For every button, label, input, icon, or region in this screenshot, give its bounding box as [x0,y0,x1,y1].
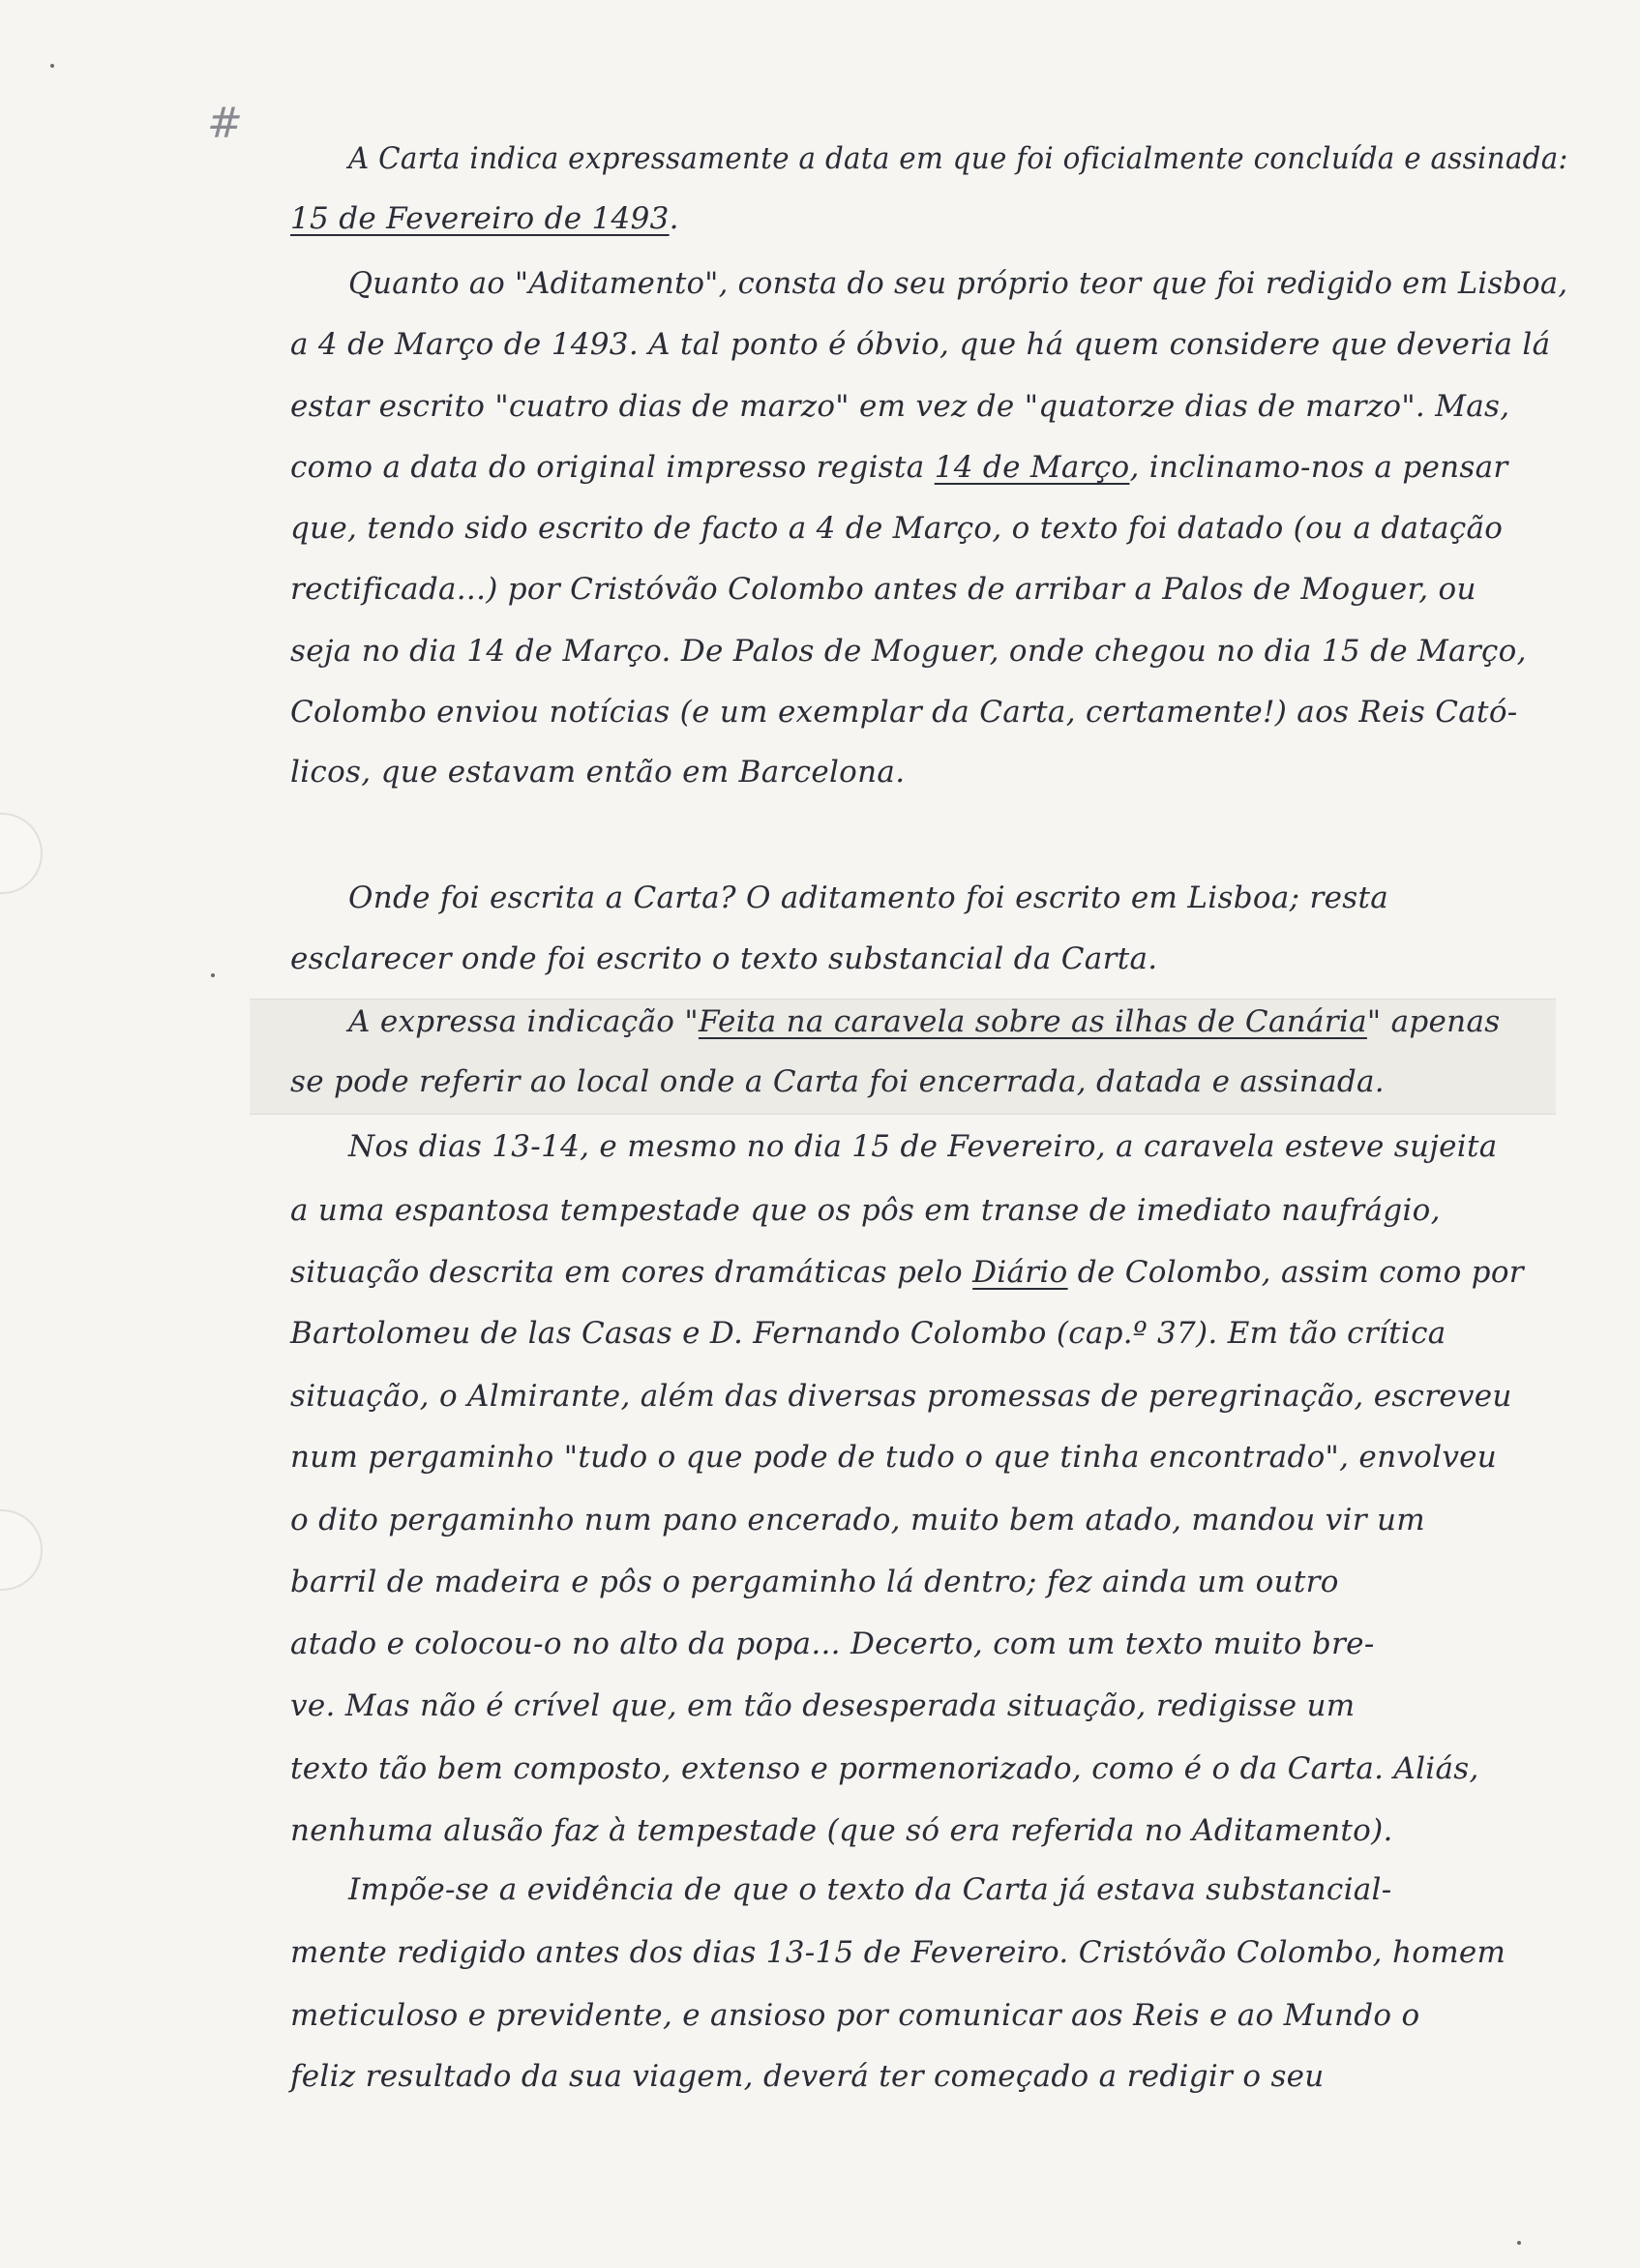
line-text-segment: o dito pergaminho num pano encerado, muito bem atado, mandou vir um [290,1503,1425,1537]
line-text-segment: situação, o Almirante, além das diversas promessas de peregrinação, escreveu [290,1379,1512,1414]
text-line [290,201,679,236]
paper-speck [211,973,215,977]
line-text-segment: atado e colocou-o no alto da popa... Decerto, com um texto muito bre- [290,1626,1375,1661]
text-line [348,141,1568,176]
text-line [290,1688,1355,1723]
text-line [290,1565,1339,1599]
text-line [290,1316,1446,1351]
line-text-segment: A expressa indicação " [348,1004,699,1039]
line-text-segment: que, tendo sido escrito de facto a 4 de Março, o texto foi datado (ou a datação [290,511,1504,546]
line-text-segment: de Colombo, assim como por [1067,1255,1524,1290]
text-line [290,511,1503,546]
punch-hole-mark [0,1509,43,1591]
line-text-segment: barril de madeira e pôs o pergaminho lá dentro; fez ainda um outro [290,1565,1339,1599]
underlined-phrase: Feita na caravela sobre as ilhas de Canária [698,1004,1367,1039]
line-text-segment: meticuloso e previdente, e ansioso por comunicar aos Reis e ao Mundo o [290,1998,1420,2033]
text-line [290,327,1550,362]
underlined-phrase: 14 de Março [934,450,1130,485]
text-line [290,450,1508,485]
line-text-segment: esclarecer onde foi escrito o texto substancial da Carta. [290,941,1158,976]
line-text-segment: texto tão bem composto, extenso e pormenorizado, como é o da Carta. Aliás, [290,1751,1479,1786]
text-line [290,941,1157,976]
line-text-segment: Colombo enviou notícias (e um exemplar da Carta, certamente!) aos Reis Cató- [290,695,1518,730]
punch-hole-mark [0,813,43,894]
line-text-segment: Impõe-se a evidência de que o texto da Carta já estava substancial- [348,1872,1392,1907]
text-line [290,1813,1393,1848]
paper-speck [1517,2241,1521,2245]
line-text-segment: a uma espantosa tempestade que os pôs em transe de imediato naufrágio, [290,1193,1441,1228]
section-mark: # [207,99,243,148]
line-text-segment: , inclinamo-nos a pensar [1129,450,1508,485]
text-line [290,389,1509,424]
text-line [290,1440,1497,1475]
text-line [348,1872,1392,1907]
line-text-segment: se pode referir ao local onde a Carta foi encerrada, datada e assinada. [290,1064,1385,1099]
text-line [290,1379,1512,1414]
text-line [290,1998,1419,2033]
text-line [348,266,1567,301]
line-text-segment: A Carta indica expressamente a data em que foi oficialmente concluída e assinada: [348,141,1568,176]
paper-speck [50,64,54,68]
text-line [290,755,905,790]
line-text-segment: rectificada...) por Cristóvão Colombo antes de arribar a Palos de Moguer, ou [290,572,1476,607]
text-line [290,1064,1385,1099]
line-text-segment: Nos dias 13-14, e mesmo no dia 15 de Fevereiro, a caravela esteve sujeita [348,1129,1498,1164]
line-text-segment: ve. Mas não é crível que, em tão desesperada situação, redigisse um [290,1688,1356,1723]
text-line [290,1626,1375,1661]
line-text-segment: a 4 de Março de 1493. A tal ponto é óbvio, que há quem considere que deveria lá [290,327,1551,362]
line-text-segment: seja no dia 14 de Março. De Palos de Moguer, onde chegou no dia 15 de Março, [290,634,1527,669]
text-line [290,1935,1506,1970]
line-text-segment: licos, que estavam então em Barcelona. [290,755,906,790]
text-line [290,1193,1441,1228]
text-line [348,880,1388,915]
text-line [290,572,1476,607]
line-text-segment: . [669,201,679,236]
text-line [290,1751,1479,1786]
line-text-segment: nenhuma alusão faz à tempestade (que só era referida no Aditamento). [290,1813,1393,1848]
line-text-segment: Bartolomeu de las Casas e D. Fernando Colombo (cap.º 37). Em tão crítica [290,1316,1446,1351]
text-line [290,2059,1325,2094]
line-text-segment: como a data do original impresso regista [290,450,935,485]
line-text-segment: Onde foi escrita a Carta? O aditamento foi escrito em Lisboa; resta [348,880,1389,915]
text-line [348,1004,1500,1039]
underlined-phrase: Diário [972,1255,1068,1290]
line-text-segment: estar escrito "cuatro dias de marzo" em vez de "quatorze dias de marzo". Mas, [290,389,1510,424]
line-text-segment: " apenas [1366,1004,1501,1039]
line-text-segment: feliz resultado da sua viagem, deverá ter começado a redigir o seu [290,2059,1325,2094]
text-line [290,695,1518,730]
line-text-segment: num pergaminho "tudo o que pode de tudo o que tinha encontrado", envolveu [290,1440,1498,1475]
underlined-phrase: 15 de Fevereiro de 1493 [290,201,670,236]
line-text-segment: mente redigido antes dos dias 13-15 de Fevereiro. Cristóvão Colombo, homem [290,1935,1506,1970]
text-line [290,1503,1425,1537]
line-text-segment: situação descrita em cores dramáticas pelo [290,1255,973,1290]
text-line [290,1255,1524,1290]
line-text-segment: Quanto ao "Aditamento", consta do seu próprio teor que foi redigido em Lisboa, [348,266,1568,301]
text-line [348,1129,1498,1164]
text-line [290,634,1527,669]
